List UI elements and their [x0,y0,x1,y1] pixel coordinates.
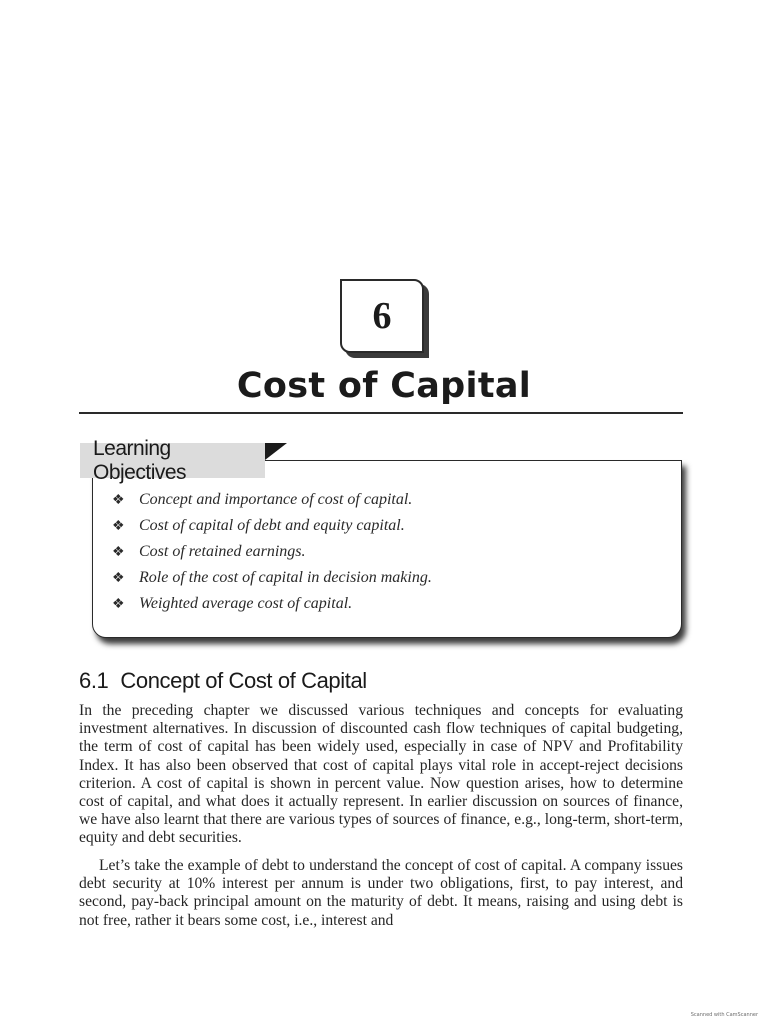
objective-text: Cost of capital of debt and equity capital. [139,517,405,534]
section-heading [79,668,367,694]
body-paragraph: Let’s take the example of debt to understand the concept of cost of capital. A company issues debt security at 10% interest per annum is under two obligations, first, to pay interest, and second, pay-back principal amount on the maturity of debt. It means, raising and using debt is not free, rather it bears some cost, i.e., interest and [79,857,683,929]
scanner-watermark: Scanned with CamScanner [690,1012,758,1018]
diamond-bullet-icon: ❖ [112,518,125,534]
objective-item [112,591,432,617]
section-number: 6.1 [79,668,109,693]
objective-text: Concept and importance of cost of capital. [139,491,413,508]
objective-item [112,513,432,539]
section-title: Concept of Cost of Capital [120,668,367,693]
chapter-number-box [340,279,424,353]
diamond-bullet-icon: ❖ [112,570,125,586]
objective-item [112,539,432,565]
tab-corner-decoration [265,443,287,460]
chapter-number: 6 [372,295,392,337]
body-paragraph: In the preceding chapter we discussed various techniques and concepts for evaluating investment alternatives. In discussion of discounted cash flow techniques of capital budgeting, the term of cost of capital has been widely used, especially in case of NPV and Profitability Index. It has also been observed that cost of capital plays vital role in accept-reject decisions criterion. A cost of capital is shown in percent value. Now question arises, how to determine cost of capital, and what does it actually represent. In earlier discussion on sources of finance, we have also learnt that there are various types of sources of finance, e.g., long-term, short-term, equity and debt securities. [79,702,683,847]
objective-text: Cost of retained earnings. [139,543,306,560]
diamond-bullet-icon: ❖ [112,544,125,560]
objective-item [112,487,432,513]
learning-objectives-heading-text: Learning Objectives [93,436,187,484]
learning-objectives-list [112,487,432,617]
objective-item [112,565,432,591]
objective-text: Role of the cost of capital in decision making. [139,569,432,586]
diamond-bullet-icon: ❖ [112,492,125,508]
learning-objectives-heading [80,436,265,484]
title-divider [79,412,683,414]
chapter-title: Cost of Capital [236,366,532,406]
objective-text: Weighted average cost of capital. [139,595,353,612]
diamond-bullet-icon: ❖ [112,596,125,612]
